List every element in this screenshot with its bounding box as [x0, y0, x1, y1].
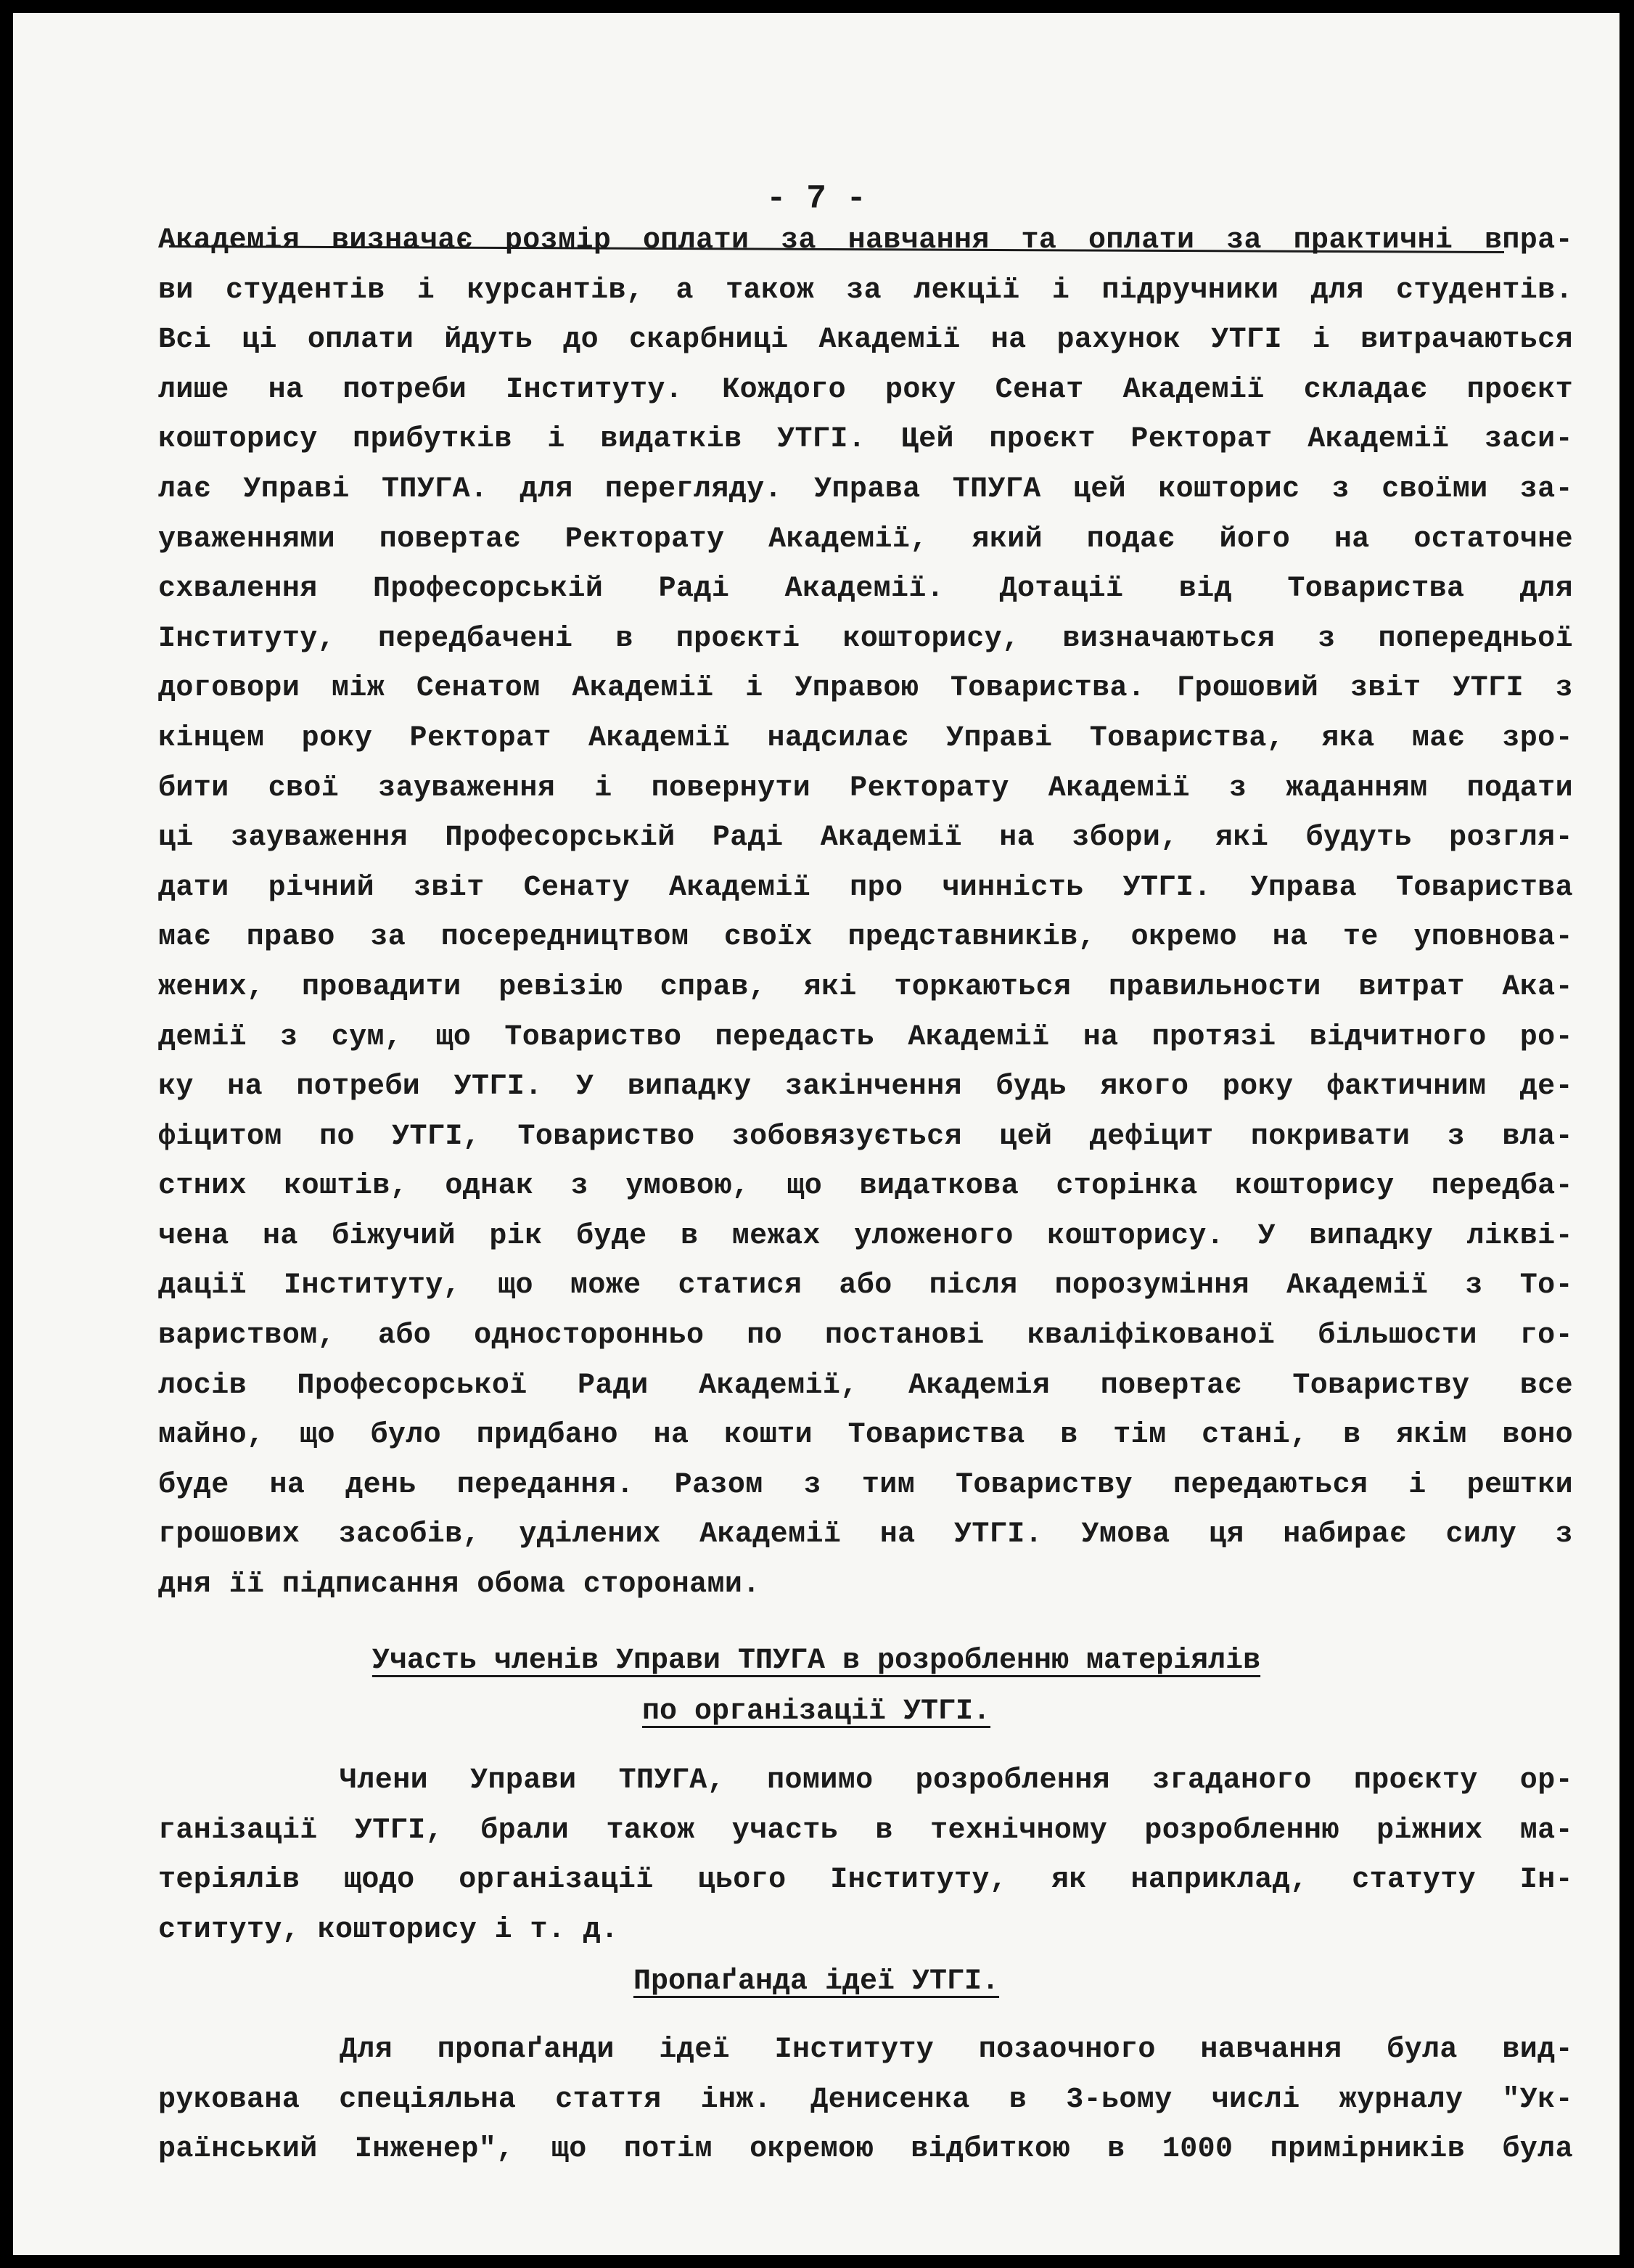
section-heading-participation-cont: по організації УТГІ.	[641, 1695, 991, 1728]
section-heading-propaganda: Пропаґанда ідеї УТГІ.	[633, 1965, 1000, 1998]
text-line: Всі ці оплати йдуть до скарбниці Академії на рахунок УТГІ і витрачаються	[158, 324, 1573, 357]
text-line: демії з сум, що Товариство передасть Академії на протязі відчитного ро-	[158, 1020, 1573, 1054]
paragraph-3	[158, 2026, 1573, 2175]
text-line: майно, що було придбано на кошти Товариства в тім стані, в якім воно	[158, 1419, 1573, 1452]
text-line: вариством, або односторонньо по постанові кваліфікованої більшости го-	[158, 1319, 1573, 1353]
text-line: Академія визначає розмір оплати за навчання та оплати за практичні впра-	[158, 224, 1573, 257]
text-line: фіцитом по УТГІ, Товариство зобовязується цей дефіцит покривати з вла-	[158, 1120, 1573, 1153]
text-line: стних коштів, однак з умовою, що видаткова сторінка кошторису передба-	[158, 1170, 1573, 1203]
text-line: ганізації УТГІ, брали також участь в технічному розробленню ріжних ма-	[158, 1814, 1573, 1847]
text-line: Інституту, передбачені в проєкті кошторису, визначаються з попередньої	[158, 622, 1573, 655]
text-line: грошових засобів, уділених Академії на УТГІ. Умова ця набирає силу з	[158, 1518, 1573, 1552]
text-line: ці зауваження Професорській Раді Академії на збори, які будуть розгля-	[158, 822, 1573, 855]
text-line: жених, провадити ревізію справ, які торкаються правильности витрат Ака-	[158, 970, 1573, 1004]
text-line: уваженнями повертає Ректорату Академії, який подає його на остаточне	[158, 523, 1573, 556]
text-line: договори між Сенатом Академії і Управою Товариства. Грошовий звіт УТГІ з	[158, 672, 1573, 705]
typewritten-page	[13, 13, 1619, 2255]
text-line: чена на біжучий рік буде в межах уложеного кошторису. У випадку лікві-	[158, 1219, 1573, 1253]
text-line: теріялів щодо організації цього Інституту, як наприклад, статуту Ін-	[158, 1864, 1573, 1897]
text-line: має право за посередництвом своїх представників, окремо на те уповнова-	[158, 921, 1573, 954]
text-line: кінцем року Ректорат Академії надсилає Управі Товариства, яка має зро-	[158, 721, 1573, 755]
text-line: раїнський Інженер", що потім окремою відбиткою в 1000 примірників була	[158, 2133, 1573, 2166]
text-line: лає Управі ТПУГА. для перегляду. Управа ТПУГА цей кошторис з своїми за-	[158, 472, 1573, 506]
text-line: ви студентів і курсантів, а також за лекції і підручники для студентів.	[158, 274, 1573, 307]
text-line: дації Інституту, що може статися або після порозуміння Академії з То-	[158, 1269, 1573, 1303]
text-line: ку на потреби УТГІ. У випадку закінчення будь якого року фактичним де-	[158, 1070, 1573, 1104]
page-number: - 7 -	[765, 180, 867, 218]
text-line: лосів Професорської Ради Академії, Академія повертає Товариству все	[158, 1369, 1573, 1402]
text-line: схвалення Професорській Раді Академії. Дотації від Товариства для	[158, 573, 1573, 606]
text-line: кошторису прибутків і видатків УТГІ. Цей проєкт Ректорат Академії заси-	[158, 423, 1573, 457]
text-line: бити свої зауваження і повернути Ректорату Академії з жаданням подати	[158, 771, 1573, 805]
paragraph-1	[158, 216, 1573, 1610]
text-line: буде на день передання. Разом з тим Товариству передаються і рештки	[158, 1468, 1573, 1502]
text-line: Члени Управи ТПУГА, помимо розроблення згаданого проєкту ор-	[340, 1764, 1573, 1797]
text-line: Для пропаґанди ідеї Інституту позаочного навчання була вид-	[340, 2034, 1573, 2066]
text-line: дати річний звіт Сенату Академії про чинність УТГІ. Управа Товариства	[158, 871, 1573, 904]
section-heading-participation: Участь членів Управи ТПУГА в розробленню матеріялів	[371, 1645, 1261, 1677]
text-line: лише на потреби Інституту. Кождого року Сенат Академії складає проєкт	[158, 373, 1573, 406]
text-line: дня її підписання обома сторонами.	[158, 1568, 760, 1602]
text-line: ституту, кошторису і т. д.	[158, 1913, 619, 1946]
text-line: рукована спеціяльна стаття інж. Денисенка в 3-ьому числі журналу "Ук-	[158, 2083, 1573, 2116]
paragraph-2	[158, 1756, 1573, 1955]
